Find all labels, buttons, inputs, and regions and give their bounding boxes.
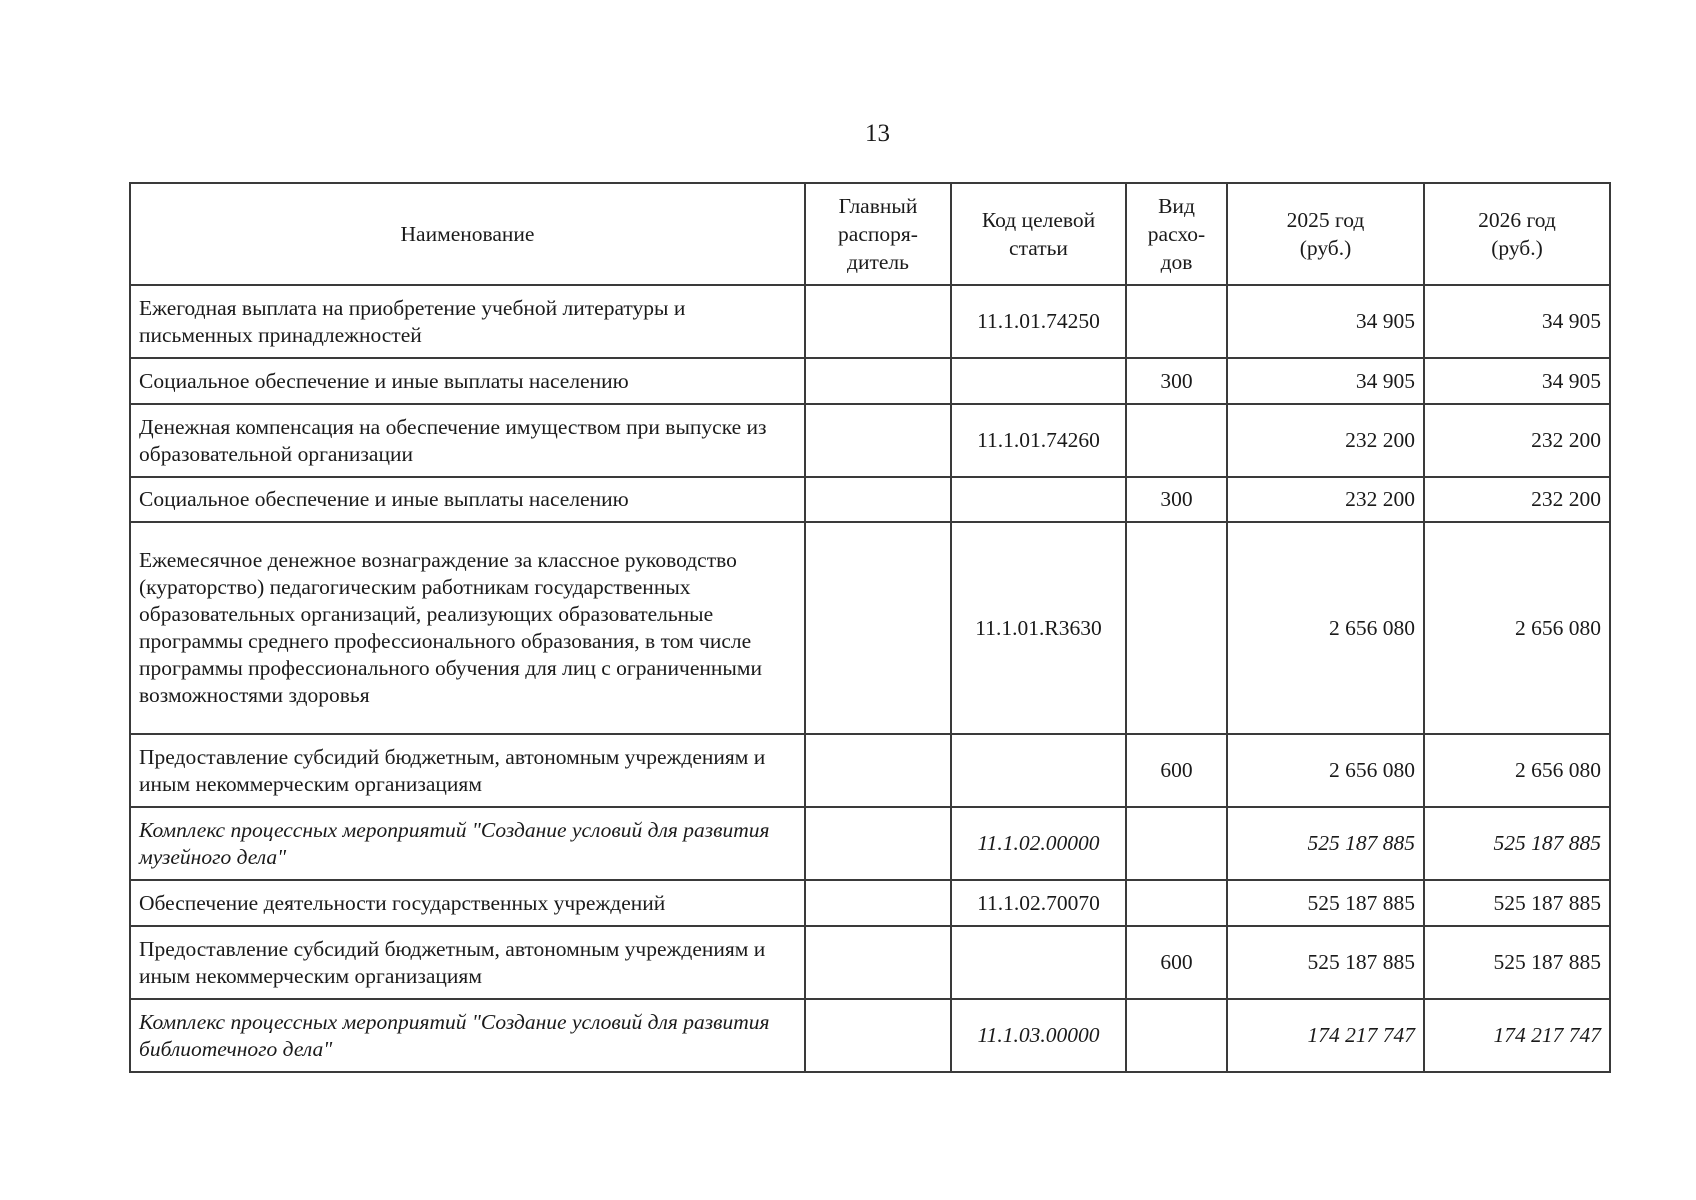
row-2025: 174 217 747: [1227, 999, 1424, 1072]
row-2025: 2 656 080: [1227, 522, 1424, 734]
row-type: [1126, 880, 1227, 926]
row-code: 11.1.01.74260: [951, 404, 1126, 477]
table-row: [130, 926, 1610, 999]
row-2026: 525 187 885: [1424, 926, 1610, 999]
page-number: 13: [865, 120, 890, 147]
row-name: Комплекс процессных мероприятий "Создание условий для развития библиотечного дела": [130, 999, 805, 1072]
row-type: 300: [1126, 477, 1227, 522]
row-2026: 2 656 080: [1424, 522, 1610, 734]
row-2026: 2 656 080: [1424, 734, 1610, 807]
row-name: Ежемесячное денежное вознаграждение за классное руководство (кураторство) педагогическим работникам государственных образовательных организаций, реализующих образовательные программы среднего профессионального образования, в том числе программы профессионального обучения для лиц с ограниченными возможностями здоровья: [130, 522, 805, 734]
row-2025: 525 187 885: [1227, 807, 1424, 880]
row-manager: [805, 734, 951, 807]
row-2025: 232 200: [1227, 477, 1424, 522]
row-code: 11.1.01.R3630: [951, 522, 1126, 734]
row-name: Социальное обеспечение и иные выплаты населению: [130, 358, 805, 404]
row-2025: 525 187 885: [1227, 880, 1424, 926]
row-manager: [805, 404, 951, 477]
row-manager: [805, 999, 951, 1072]
table-row: [130, 999, 1610, 1072]
row-2026: 34 905: [1424, 358, 1610, 404]
row-2025: 232 200: [1227, 404, 1424, 477]
row-type: [1126, 522, 1227, 734]
row-code: 11.1.01.74250: [951, 285, 1126, 358]
row-code: [951, 926, 1126, 999]
table-row: [130, 880, 1610, 926]
row-name: Социальное обеспечение и иные выплаты населению: [130, 477, 805, 522]
table-header-row: [130, 183, 1610, 285]
row-2026: 174 217 747: [1424, 999, 1610, 1072]
row-name: Предоставление субсидий бюджетным, автономным учреждениям и иным некоммерческим организациям: [130, 926, 805, 999]
header-expense-type: Вид расхо- дов: [1126, 183, 1227, 285]
row-2025: 2 656 080: [1227, 734, 1424, 807]
row-name: Комплекс процессных мероприятий "Создание условий для развития музейного дела": [130, 807, 805, 880]
budget-table: [129, 182, 1611, 1073]
table-row: [130, 477, 1610, 522]
header-2026: 2026 год (руб.): [1424, 183, 1610, 285]
row-name: Обеспечение деятельности государственных учреждений: [130, 880, 805, 926]
row-name: Ежегодная выплата на приобретение учебной литературы и письменных принадлежностей: [130, 285, 805, 358]
header-target-code: Код целевой статьи: [951, 183, 1126, 285]
row-code: [951, 477, 1126, 522]
row-2026: 525 187 885: [1424, 807, 1610, 880]
row-type: [1126, 999, 1227, 1072]
row-code: [951, 734, 1126, 807]
row-manager: [805, 880, 951, 926]
row-2025: 34 905: [1227, 285, 1424, 358]
row-code: 11.1.02.70070: [951, 880, 1126, 926]
row-name: Денежная компенсация на обеспечение имуществом при выпуске из образовательной организации: [130, 404, 805, 477]
row-manager: [805, 477, 951, 522]
row-manager: [805, 285, 951, 358]
row-2026: 34 905: [1424, 285, 1610, 358]
table-row: [130, 285, 1610, 358]
row-manager: [805, 522, 951, 734]
table-row: [130, 358, 1610, 404]
row-type: [1126, 404, 1227, 477]
table-row: [130, 807, 1610, 880]
row-2025: 34 905: [1227, 358, 1424, 404]
row-type: 300: [1126, 358, 1227, 404]
row-type: 600: [1126, 926, 1227, 999]
row-2025: 525 187 885: [1227, 926, 1424, 999]
row-name: Предоставление субсидий бюджетным, автономным учреждениям и иным некоммерческим организациям: [130, 734, 805, 807]
table-row: [130, 522, 1610, 734]
row-code: 11.1.03.00000: [951, 999, 1126, 1072]
row-2026: 232 200: [1424, 404, 1610, 477]
header-name: Наименование: [130, 183, 805, 285]
row-manager: [805, 926, 951, 999]
row-type: 600: [1126, 734, 1227, 807]
row-code: 11.1.02.00000: [951, 807, 1126, 880]
table-row: [130, 404, 1610, 477]
row-type: [1126, 285, 1227, 358]
row-2026: 232 200: [1424, 477, 1610, 522]
row-manager: [805, 358, 951, 404]
header-main-manager: Главный распоря- дитель: [805, 183, 951, 285]
row-type: [1126, 807, 1227, 880]
row-2026: 525 187 885: [1424, 880, 1610, 926]
header-2025: 2025 год (руб.): [1227, 183, 1424, 285]
table-row: [130, 734, 1610, 807]
row-code: [951, 358, 1126, 404]
row-manager: [805, 807, 951, 880]
